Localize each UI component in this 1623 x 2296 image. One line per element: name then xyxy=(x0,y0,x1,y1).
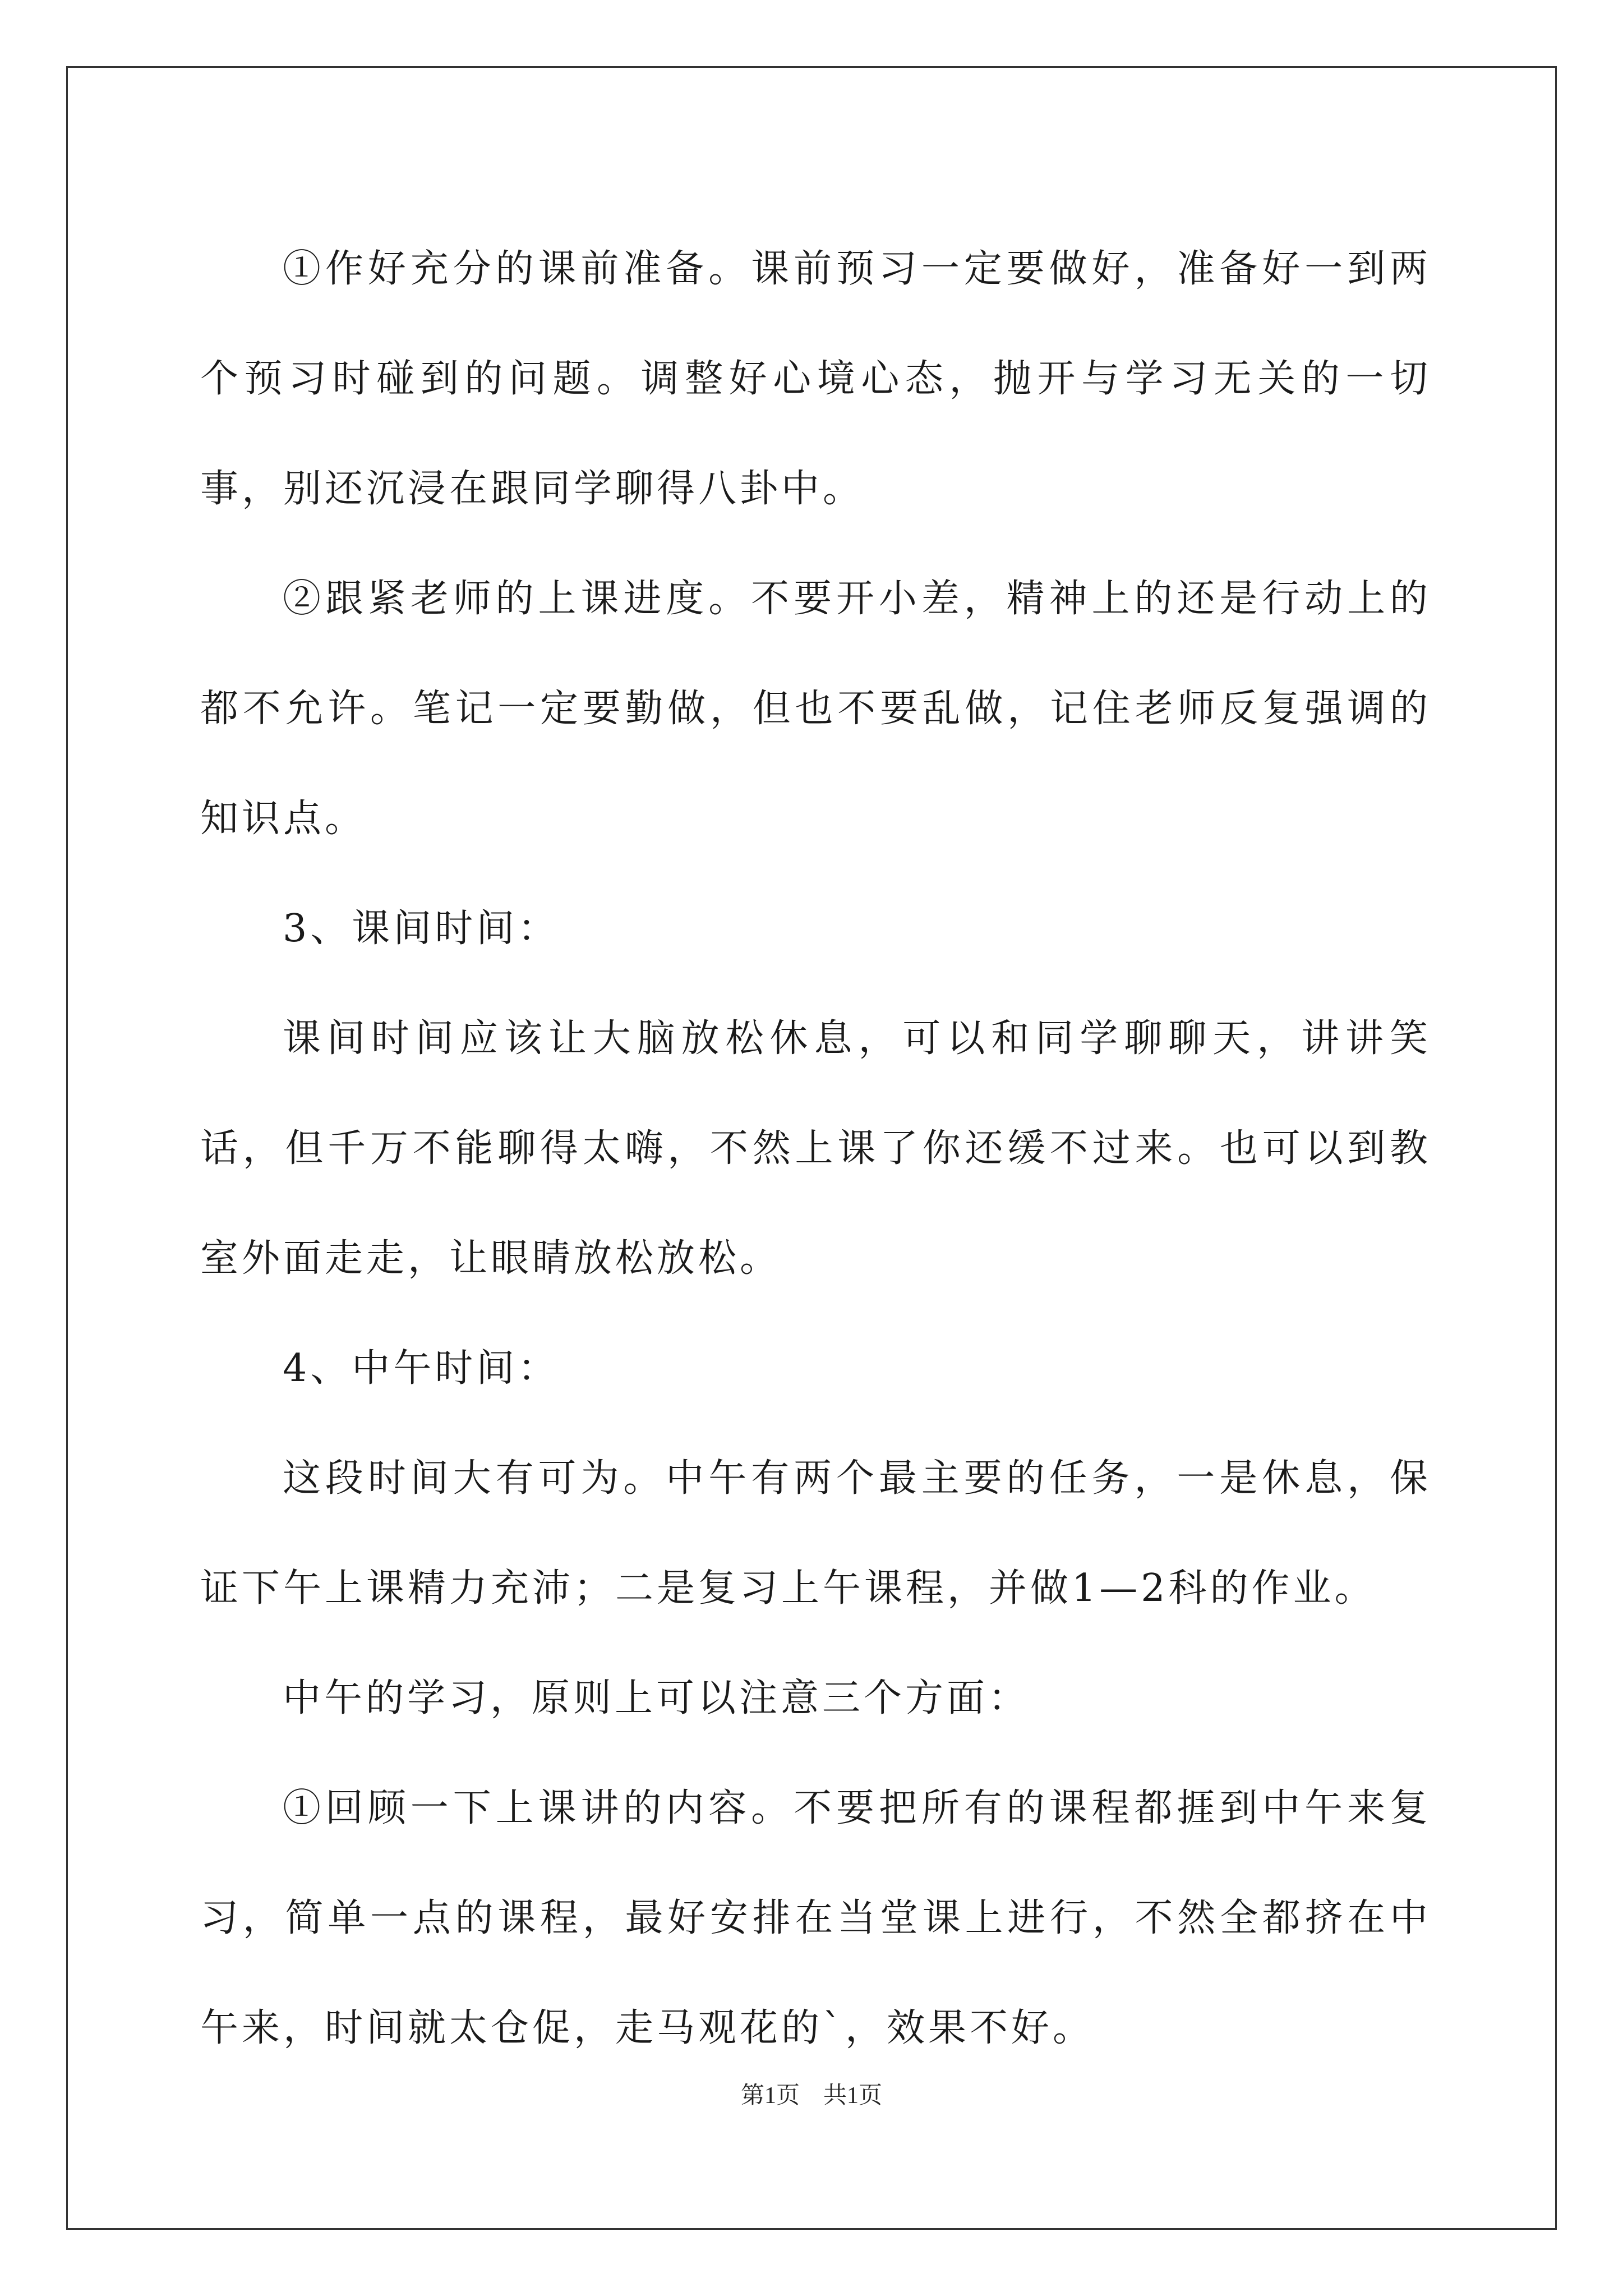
paragraph: 这段时间大有可为。中午有两个最主要的任务，一是休息，保证下午上课精力充沛；二是复习上午课程，并做1—2科的作业。 xyxy=(200,1456,1431,1611)
paragraph: ①作好充分的课前准备。课前预习一定要做好，准备好一到两个预习时碰到的问题。调整好心境心态，抛开与学习无关的一切事，别还沉浸在跟同学聊得八卦中。 xyxy=(200,247,1431,511)
paragraph: ②跟紧老师的上课进度。不要开小差，精神上的还是行动上的都不允许。笔记一定要勤做，但也不要乱做，记住老师反复强调的知识点。 xyxy=(200,577,1431,841)
document-body xyxy=(200,214,1431,2083)
page-number-footer: 第1页 共1页 xyxy=(740,2083,882,2109)
paragraph: 中午的学习，原则上可以注意三个方面： xyxy=(283,1676,1030,1720)
paragraph: 课间时间应该让大脑放松休息，可以和同学聊聊天，讲讲笑话，但千万不能聊得太嗨，不然上课了你还缓不过来。也可以到教室外面走走，让眼睛放松放松。 xyxy=(200,1016,1431,1281)
section-heading: 4、中午时间： xyxy=(283,1346,560,1391)
section-heading: 3、课间时间： xyxy=(283,907,560,951)
paragraph: ①回顾一下上课讲的内容。不要把所有的课程都捱到中午来复习，简单一点的课程，最好安排在当堂课上进行，不然全都挤在中午来，时间就太仓促，走马观花的`，效果不好。 xyxy=(200,1786,1431,2050)
